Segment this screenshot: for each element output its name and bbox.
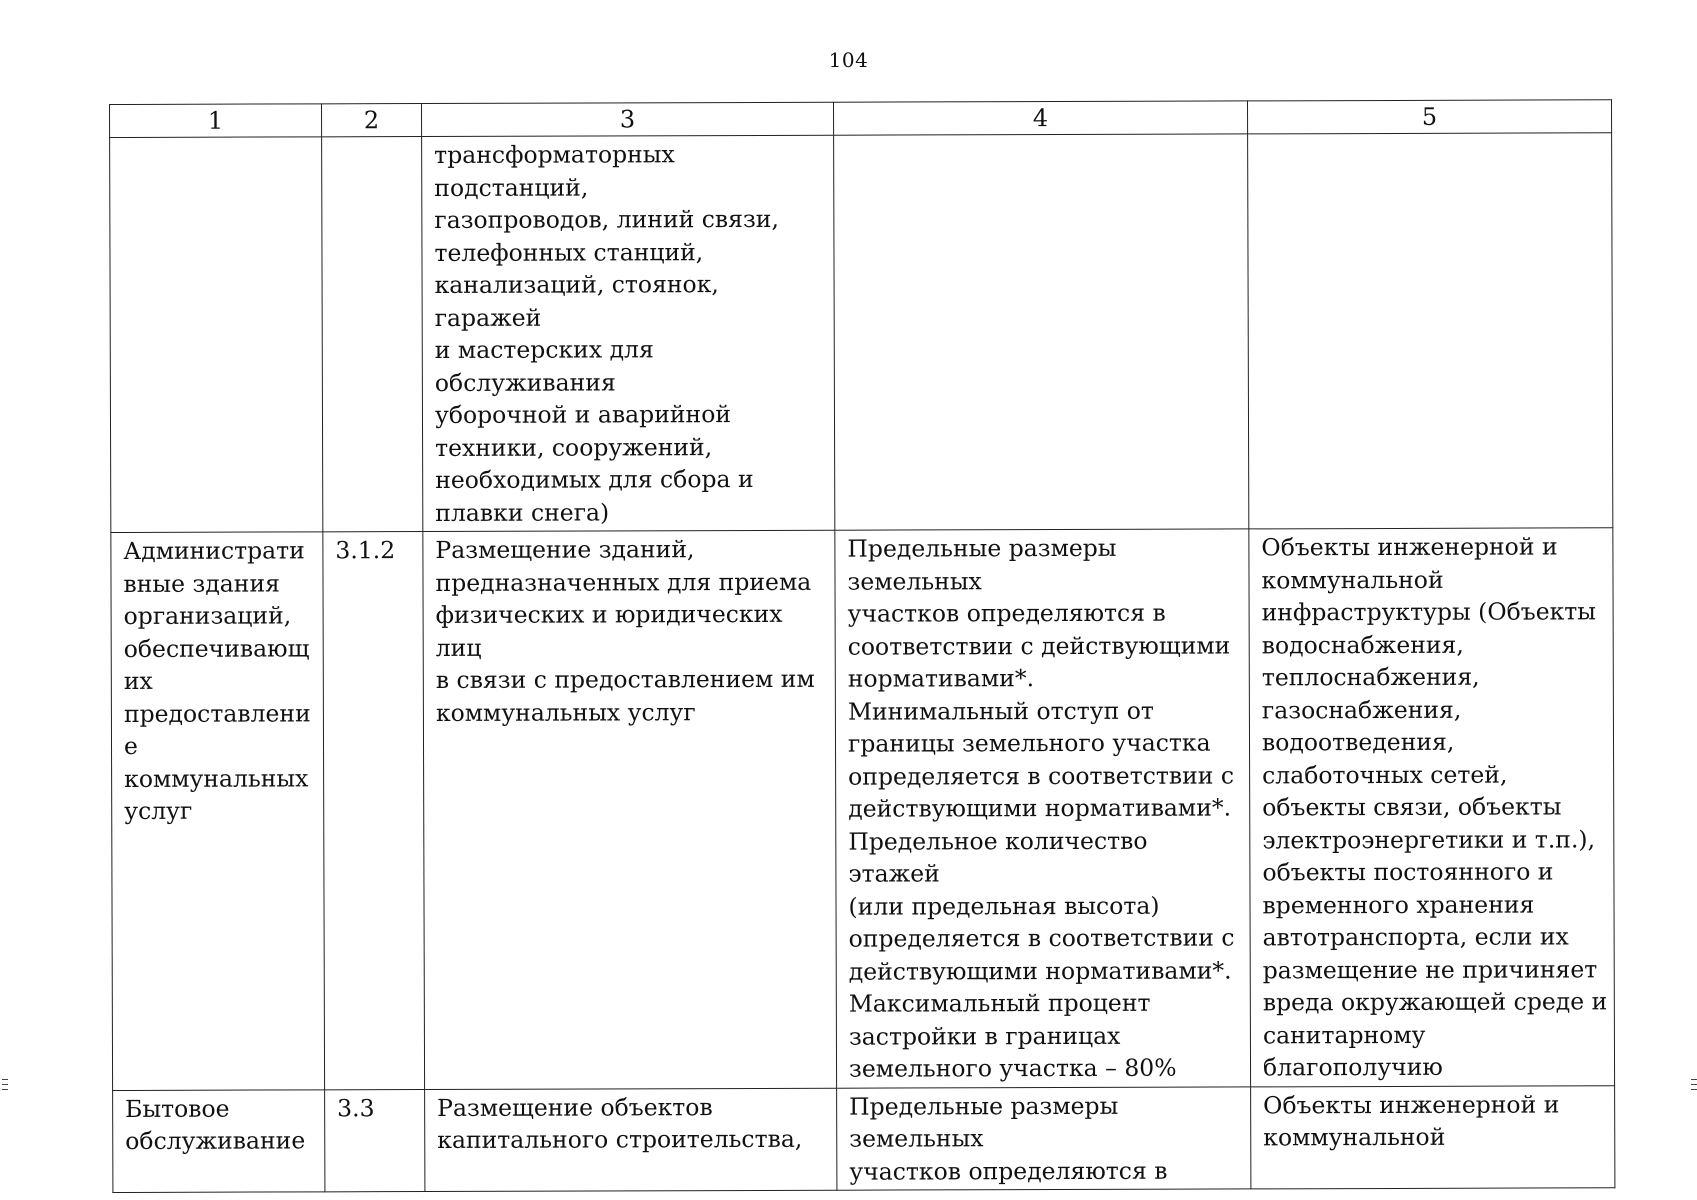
cell-use-type-code bbox=[322, 137, 423, 532]
scan-margin-mark-left bbox=[2, 1079, 8, 1080]
cell-limit-parameters: Предельные размеры земельных участков определяются в соответствии с действующими нормативами*. Минимальный отступ от границы земельного участка определяется в соответствии с действующими нормативами*. Предельное количество этажей (или предельная высота) определяется в соответствии с действующими нормативами*. Максимальный процент застройки в границах земельного участка – 80% bbox=[835, 529, 1251, 1088]
cell-use-type-description: Размещение объектов капитального строительства, bbox=[425, 1088, 837, 1192]
page-number: 104 bbox=[828, 48, 869, 72]
cell-use-type-name: Бытовое обслуживание bbox=[113, 1089, 325, 1192]
cell-limit-parameters bbox=[834, 134, 1249, 530]
cell-use-type-description: Размещение зданий, предназначенных для приема физических и юридических лиц в связи с предоставлением им коммунальных услуг bbox=[423, 530, 837, 1089]
table-row bbox=[111, 528, 1615, 1090]
table-header-row bbox=[110, 100, 1612, 138]
header-col-5: 5 bbox=[1247, 100, 1611, 134]
header-col-1: 1 bbox=[110, 104, 322, 138]
land-use-regulations-table bbox=[109, 99, 1615, 1193]
cell-use-type-description: трансформаторных подстанций, газопроводов, линий связи, телефонных станций, канализаций, стоянок, гаражей и мастерских для обслуживания уборочной и аварийной техники, сооружений, необходимых для сбора и плавки снега) bbox=[422, 135, 835, 531]
header-col-4: 4 bbox=[833, 101, 1247, 135]
cell-use-type-code: 3.1.2 bbox=[323, 532, 425, 1090]
cell-auxiliary-uses: Объекты инженерной и коммунальной инфраструктуры (Объекты водоснабжения, теплоснабжения, газоснабжения, водоотведения, слаботочных сетей, объекты связи, объекты электроэнергетики и т.п.), объекты постоянного и временного хранения автотранспорта, если их размещение не причиняет вреда окружающей среде и санитарному благополучию bbox=[1249, 528, 1615, 1087]
cell-use-type-code: 3.3 bbox=[325, 1089, 425, 1192]
header-col-3: 3 bbox=[422, 102, 834, 136]
cell-use-type-name bbox=[110, 137, 323, 533]
scan-margin-mark-right bbox=[1691, 1079, 1697, 1080]
cell-auxiliary-uses: Объекты инженерной и коммунальной bbox=[1251, 1085, 1615, 1189]
table-row bbox=[110, 133, 1613, 533]
cell-limit-parameters: Предельные размеры земельных участков определяются в bbox=[837, 1086, 1251, 1190]
table-row bbox=[113, 1085, 1615, 1192]
header-col-2: 2 bbox=[322, 104, 422, 137]
cell-auxiliary-uses bbox=[1248, 133, 1613, 529]
cell-use-type-name: Администрати вные здания организаций, обеспечивающ их предоставлени е коммунальных услуг bbox=[111, 532, 325, 1090]
